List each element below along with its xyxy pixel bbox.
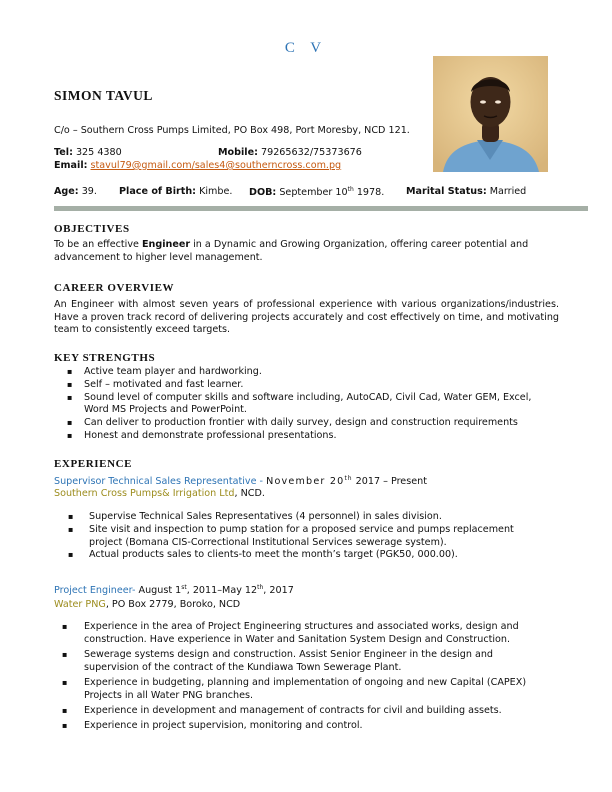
- job2-title-line: [54, 584, 294, 596]
- job1-date-end: 2017 – Present: [352, 476, 427, 488]
- tel-line: [54, 147, 122, 158]
- address-line: C/o – Southern Cross Pumps Limited, PO Box 498, Port Moresby, NCD 121.: [54, 125, 410, 136]
- job1-location: , NCD.: [234, 488, 265, 499]
- tel-label: Tel:: [54, 147, 73, 158]
- dob-value: September 10: [276, 187, 348, 199]
- mobile-line: [218, 147, 362, 158]
- list-item: ▪ Sound level of computer skills and software including, AutoCAD, Civil Cad, Water GEM, Excel, Word MS Projects and PowerPoint.: [84, 392, 544, 418]
- job2-date-end: , 2017: [263, 585, 294, 597]
- job1-company: Southern Cross Pumps& Irrigation Ltd: [54, 488, 235, 499]
- job2-company-line: [54, 599, 240, 610]
- job2-company: Water PNG: [54, 599, 106, 610]
- pob-value: Kimbe.: [196, 186, 233, 197]
- objectives-text: [54, 239, 559, 264]
- dob-field: [249, 186, 384, 198]
- list-item: ▪ Self – motivated and fast learner.: [84, 379, 544, 392]
- age-label: Age:: [54, 186, 79, 197]
- job2-date-mid: , 2011–May 12: [186, 585, 258, 597]
- pob-field: [119, 186, 232, 197]
- list-item: ▪ Sewerage systems design and construction. Assist Senior Engineer in the design and supervision of the contract of the Kundiawa Town Sewerage Plant.: [84, 649, 546, 675]
- tel-value: 325 4380: [72, 147, 122, 158]
- mobile-value: 79265632/75373676: [257, 147, 362, 158]
- dob-suffix: th: [347, 186, 354, 193]
- email-link-work[interactable]: sales4@southerncross.com.pg: [194, 160, 342, 171]
- list-item: ▪ Active team player and hardworking.: [84, 366, 544, 379]
- job1-dash: -: [256, 476, 267, 488]
- marital-value: Married: [486, 186, 527, 197]
- list-item: ▪ Site visit and inspection to pump station for a proposed service and pumps replacement project (Bomana CIS-Correctional Institutional Services sewerage system).: [89, 524, 539, 550]
- mobile-label: Mobile:: [218, 147, 258, 158]
- objectives-bold-word: Engineer: [141, 239, 191, 250]
- list-item: ▪ Experience in budgeting, planning and implementation of ongoing and new Capital (CAPEX) Projects in all Water PNG branches.: [84, 677, 546, 703]
- job1-title-line: [54, 475, 427, 487]
- candidate-name: SIMON TAVUL: [54, 88, 153, 103]
- list-item: ▪ Actual products sales to clients-to meet the month’s target (PGK50, 000.00).: [89, 549, 539, 562]
- strengths-list: [84, 366, 544, 443]
- age-value: 39.: [78, 186, 97, 197]
- job2-duties: [84, 621, 546, 735]
- portrait-photo-icon: [433, 56, 548, 172]
- dob-label: DOB:: [249, 187, 277, 199]
- objectives-heading: OBJECTIVES: [54, 223, 130, 235]
- job1-date-suffix: th: [344, 475, 353, 482]
- job2-title: Project Engineer: [54, 585, 132, 597]
- list-item: ▪ Experience in project supervision, monitoring and control.: [84, 720, 546, 733]
- age-field: [54, 186, 97, 197]
- job2-date-end-suffix: th: [257, 584, 264, 591]
- section-separator: [54, 206, 588, 211]
- job1-company-line: [54, 488, 265, 499]
- pob-label: Place of Birth:: [119, 186, 197, 197]
- objectives-text-end: in a Dynamic and Growing Organization, offering career potential and advancement to higher level management.: [54, 239, 529, 263]
- career-heading: CAREER OVERVIEW: [54, 282, 175, 294]
- email-line: [54, 160, 341, 171]
- portrait-photo: [433, 56, 548, 172]
- job1-duties: [89, 511, 539, 562]
- job2-date-start: August 1: [138, 585, 182, 597]
- list-item: ▪ Experience in development and management of contracts for civil and building assets.: [84, 705, 546, 718]
- list-item: ▪ Experience in the area of Project Engineering structures and associated works, design and construction. Have experience in Water and Sanitation System Design and Construction.: [84, 621, 546, 647]
- career-text: An Engineer with almost seven years of professional experience with various organizations/industries. Have a proven track record of delivering projects accurately and cost effectively on time, and motivating team to consistently exceed targets.: [54, 299, 559, 335]
- list-item: ▪ Can deliver to production frontier with daily survey, design and construction requirements: [84, 417, 544, 430]
- job1-title: Supervisor Technical Sales Representative: [54, 476, 257, 488]
- dob-year: 1978.: [353, 187, 385, 199]
- email-label: Email:: [54, 160, 88, 171]
- strengths-heading: KEY STRENGTHS: [54, 352, 156, 364]
- job2-location: , PO Box 2779, Boroko, NCD: [105, 599, 241, 610]
- job2-dash: -: [132, 585, 139, 597]
- list-item: ▪ Supervise Technical Sales Representatives (4 personnel) in sales division.: [89, 511, 539, 524]
- cv-title: C V: [284, 40, 328, 56]
- marital-field: [406, 186, 526, 197]
- email-link-gmail[interactable]: stavul79@gmail.com: [90, 160, 192, 171]
- list-item: ▪ Honest and demonstrate professional presentations.: [84, 430, 544, 443]
- marital-label: Marital Status:: [406, 186, 487, 197]
- job1-date: November 20: [266, 476, 345, 488]
- email-separator: /: [191, 160, 195, 171]
- job2-date-start-suffix: st: [181, 584, 187, 591]
- objectives-text-start: To be an effective: [54, 239, 142, 250]
- experience-heading: EXPERIENCE: [54, 458, 133, 470]
